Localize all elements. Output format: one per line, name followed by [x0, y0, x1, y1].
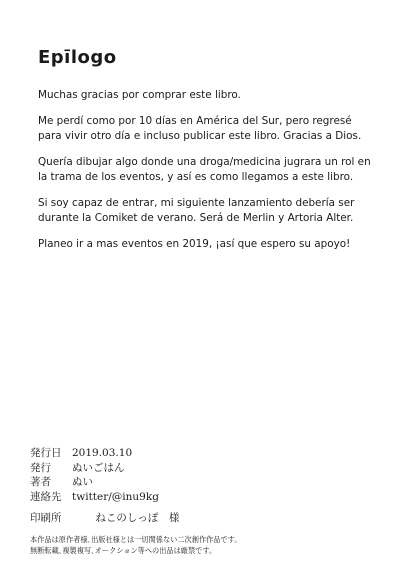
- printer-label: 印刷所: [30, 512, 62, 524]
- colophon-label: 連絡先: [30, 490, 62, 503]
- colophon-value: ぬい: [72, 476, 93, 488]
- colophon-value: 2019.03.10: [72, 447, 133, 459]
- colophon-row-contact: [30, 490, 159, 505]
- colophon-label: 著者: [30, 476, 51, 488]
- colophon: [30, 446, 159, 504]
- epilogue-title: Epīlogo: [38, 47, 117, 68]
- colophon-label: 発行: [30, 461, 51, 474]
- epilogue-paragraph: Quería dibujar algo donde una droga/medicina jugrara un rol en la trama de los eventos, y así es como llegamos a este libro.: [38, 155, 371, 183]
- epilogue-paragraph: Muchas gracias por comprar este libro.: [38, 89, 241, 101]
- colophon-value: twitter/@inu9kg: [72, 490, 159, 503]
- disclaimer: [30, 534, 241, 556]
- colophon-label: 発行日: [30, 447, 62, 459]
- epilogue-paragraph: Me perdí como por 10 días en América del Sur, pero regresé para vivir otro día e incluso publicar este libro. Gracias a Dios.: [38, 114, 362, 142]
- colophon-row-date: [30, 446, 159, 461]
- epilogue-body: [38, 88, 378, 262]
- colophon-row-publisher: [30, 461, 159, 476]
- epilogue-paragraph: Planeo ir a mas eventos en 2019, ¡así que espero su apoyo!: [38, 237, 351, 250]
- printer-value: ねこのしっぽ 様: [95, 512, 180, 524]
- colophon-row-author: [30, 475, 159, 490]
- colophon-value: ぬいごはん: [72, 461, 125, 474]
- disclaimer-line: 本作品は原作者様､出版社様とは一切関係ない二次創作作品です。: [30, 535, 242, 544]
- printer-line: [30, 510, 179, 525]
- epilogue-paragraph: Si soy capaz de entrar, mi siguiente lanzamiento debería ser durante la Comiket de verano. Será de Merlin y Artoria Alter.: [38, 196, 355, 224]
- disclaimer-line: 無断転載､複製複写､オークション等への出品は厳禁です。: [30, 546, 217, 555]
